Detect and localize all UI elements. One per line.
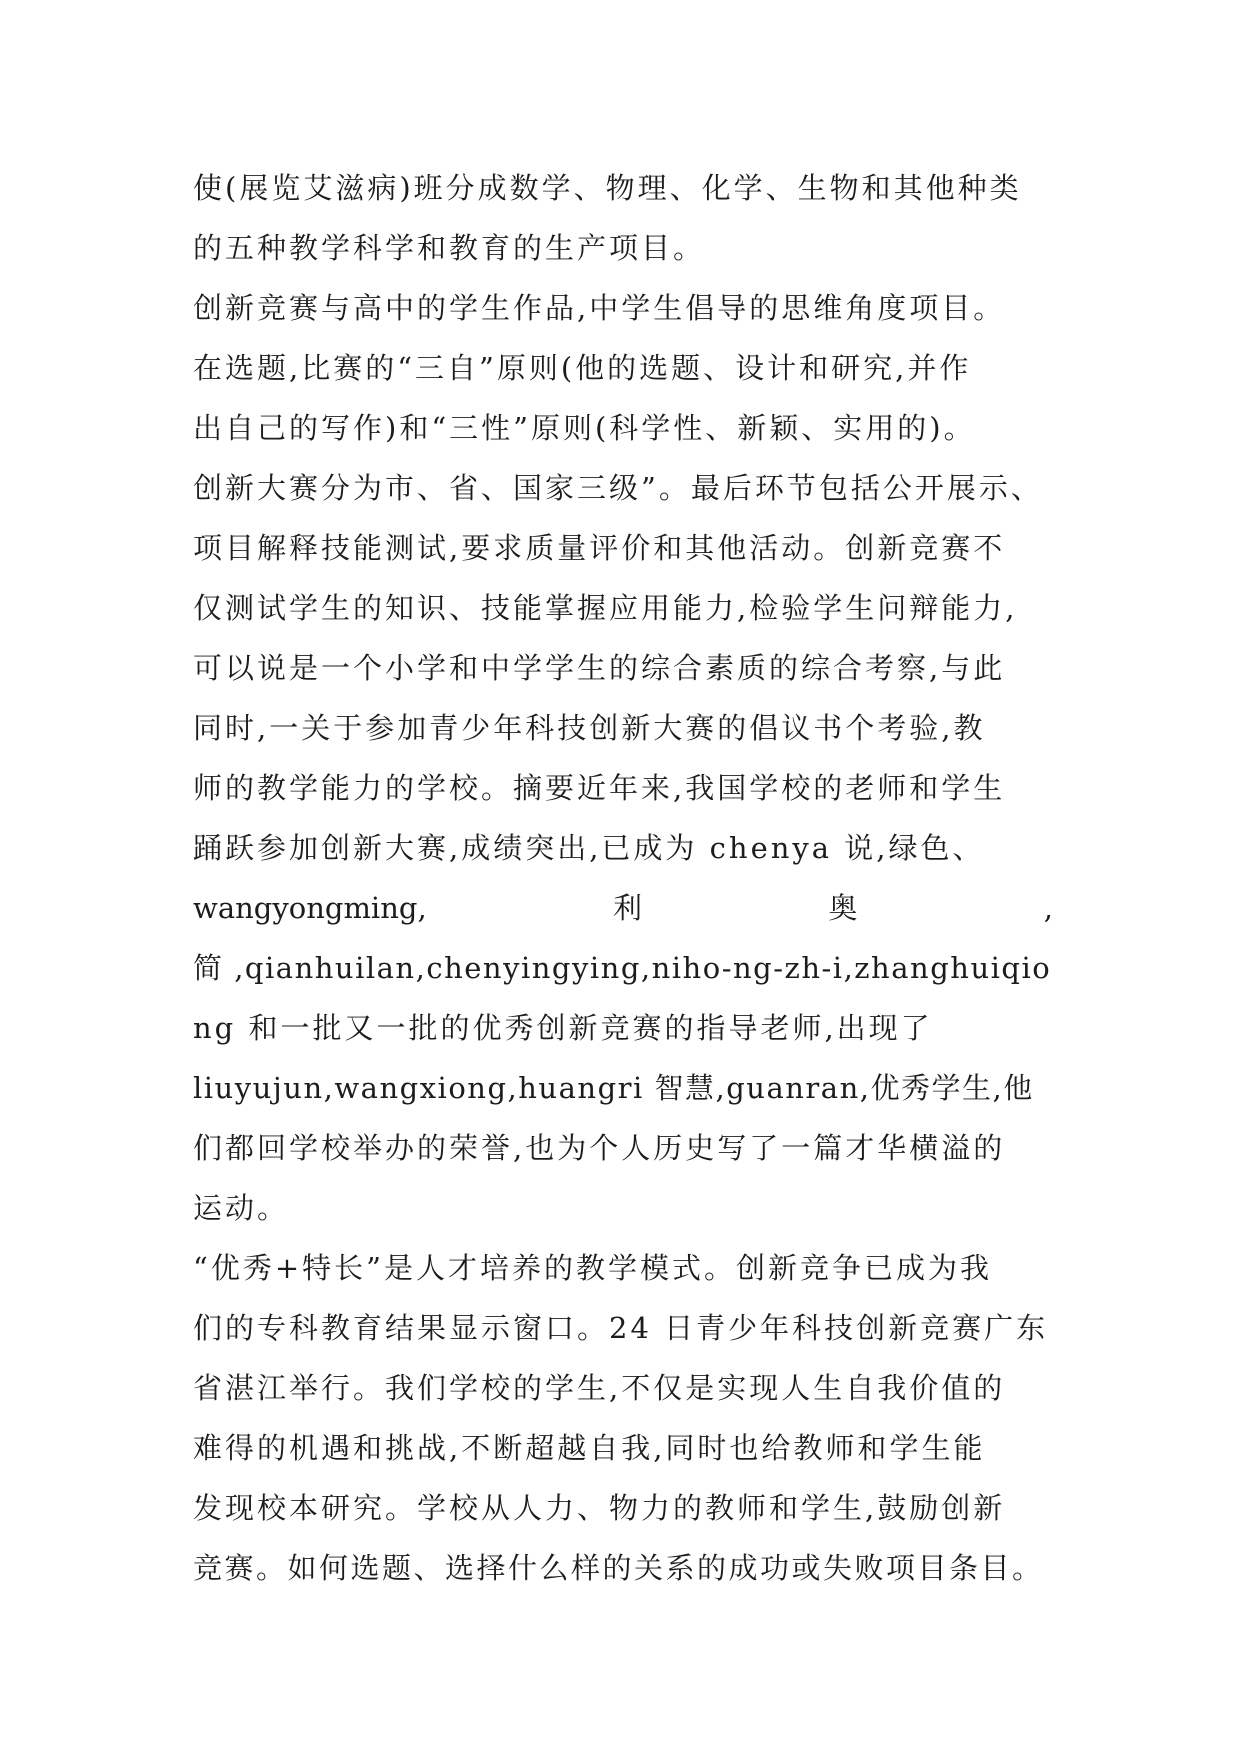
text-line: 简 ,qianhuilan,chenyingying,niho-ng-zh-i,zhanghuiqio <box>193 951 1052 985</box>
text-line: 们的专科教育结果显示窗口。24 日青少年科技创新竞赛广东 <box>193 1311 1049 1345</box>
text-line: 师的教学能力的学校。摘要近年来,我国学校的老师和学生 <box>193 771 1006 805</box>
text-line: 发现校本研究。学校从人力、物力的教师和学生,鼓励创新 <box>193 1491 1006 1525</box>
text-line: 可以说是一个小学和中学学生的综合素质的综合考察,与此 <box>193 651 1006 685</box>
text-fragment: 利 <box>613 891 643 925</box>
justified-text-line <box>193 878 1053 938</box>
text-line: 创新大赛分为市、省、国家三级”。最后环节包括公开展示、 <box>193 471 1043 505</box>
text-line: 项目解释技能测试,要求质量评价和其他活动。创新竞赛不 <box>193 531 1006 565</box>
text-line: 竞赛。如何选题、选择什么样的关系的成功或失败项目条目。 <box>193 1551 1044 1585</box>
text-line: 使(展览艾滋病)班分成数学、物理、化学、生物和其他种类 <box>193 171 1022 205</box>
text-fragment: 奥 <box>828 891 858 925</box>
text-line: 踊跃参加创新大赛,成绩突出,已成为 chenya 说,绿色、 <box>193 831 985 865</box>
text-fragment: , <box>1043 891 1053 925</box>
text-line: 省湛江举行。我们学校的学生,不仅是实现人生自我价值的 <box>193 1371 1006 1405</box>
text-line: 出自己的写作)和“三性”原则(科学性、新颖、实用的)。 <box>193 411 976 445</box>
text-line: 们都回学校举办的荣誉,也为个人历史写了一篇才华横溢的 <box>193 1131 1006 1165</box>
text-line: ng 和一批又一批的优秀创新竞赛的指导老师,出现了 <box>193 1011 933 1045</box>
text-line: 难得的机遇和挑战,不断超越自我,同时也给教师和学生能 <box>193 1431 986 1465</box>
text-line: 创新竞赛与高中的学生作品,中学生倡导的思维角度项目。 <box>193 291 1006 325</box>
text-line: “优秀+特长”是人才培养的教学模式。创新竞争已成为我 <box>193 1251 992 1285</box>
text-line: 在选题,比赛的“三自”原则(他的选题、设计和研究,并作 <box>193 351 972 385</box>
text-line: 仅测试学生的知识、技能掌握应用能力,检验学生问辩能力, <box>193 591 1018 625</box>
text-line: 的五种教学科学和教育的生产项目。 <box>193 231 706 265</box>
text-fragment: wangyongming, <box>193 891 427 925</box>
body-text <box>193 158 1053 1598</box>
text-line: 运动。 <box>193 1191 290 1225</box>
text-line: liuyujun,wangxiong,huangri 智慧,guanran,优秀学生,他 <box>193 1071 1034 1105</box>
text-line: 同时,一关于参加青少年科技创新大赛的倡议书个考验,教 <box>193 711 986 745</box>
